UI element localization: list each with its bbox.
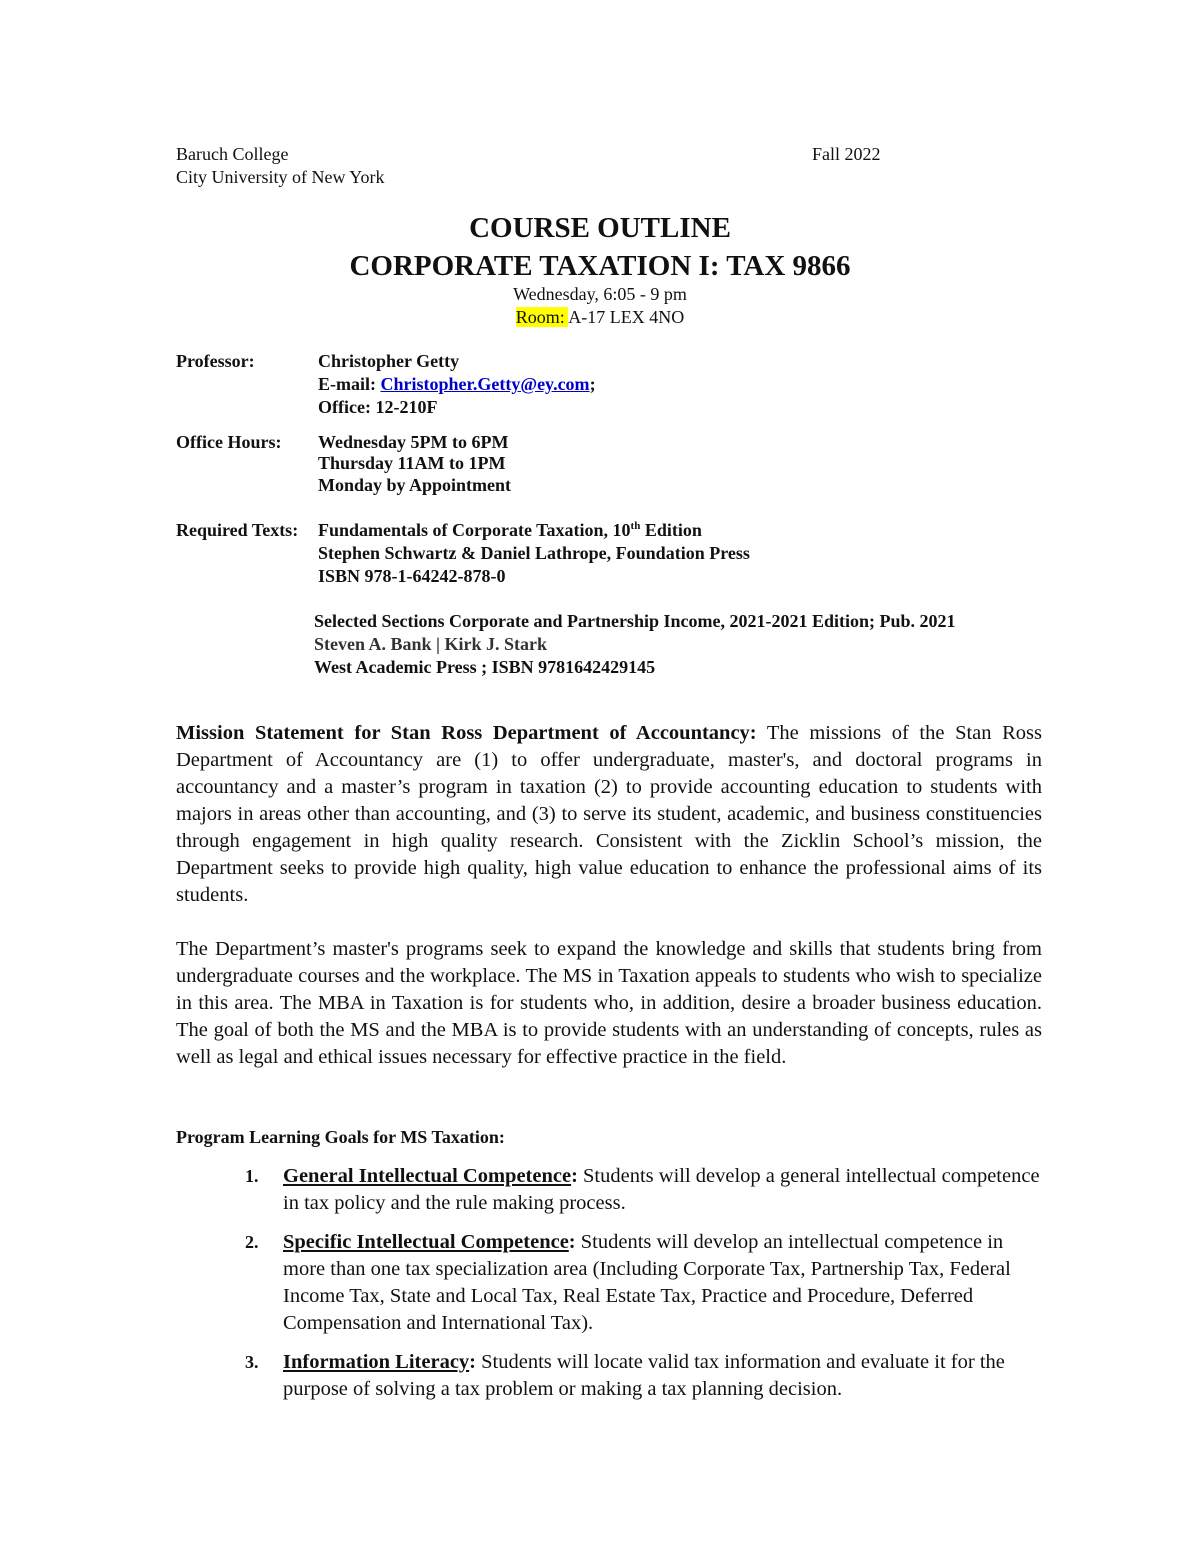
book1-title-sup: th xyxy=(630,520,641,532)
office-hours-line: Wednesday 5PM to 6PM xyxy=(318,432,509,452)
office-hours-line: Thursday 11AM to 1PM xyxy=(318,453,506,473)
goal-sep: : xyxy=(568,1231,576,1253)
goal-label: Information Literacy xyxy=(283,1351,470,1373)
professor-email-line xyxy=(318,373,596,396)
email-suffix: ; xyxy=(589,374,596,394)
goal-label: Specific Intellectual Competence xyxy=(283,1231,569,1253)
book2-title: Selected Sections Corporate and Partnership Income, 2021-2021 Edition; Pub. 2021 xyxy=(314,611,956,631)
professor-office-line xyxy=(318,396,437,419)
book1-authors: Stephen Schwartz & Daniel Lathrope, Foundation Press xyxy=(318,543,750,563)
room-value: A-17 LEX 4NO xyxy=(568,307,685,327)
goal-sep: : xyxy=(469,1351,476,1373)
goal-description: Students will develop an intellectual competence in more than one tax specialization area (Including Corporate Tax, Partnership Tax, Federal Income Tax, State and Local Tax, Real Estate Tax, Practice and Procedure, Deferred Compensation and International Tax). xyxy=(283,1231,1011,1334)
room-label: Room: xyxy=(515,307,569,327)
office-hours-label: Office Hours: xyxy=(176,432,282,452)
email-link[interactable]: Christopher.Getty@ey.com xyxy=(380,374,590,394)
goal-number: 3. xyxy=(245,1352,259,1372)
institution-name: Baruch College xyxy=(176,144,289,164)
book2-publisher: West Academic Press ; ISBN 9781642429145 xyxy=(314,657,656,677)
professor-label: Professor: xyxy=(176,351,255,371)
goal-sep: : xyxy=(571,1165,578,1187)
course-room xyxy=(0,306,1200,329)
outline-title: COURSE OUTLINE xyxy=(469,212,731,244)
course-schedule: Wednesday, 6:05 - 9 pm xyxy=(513,284,687,304)
book1-title xyxy=(318,519,702,542)
book1-title-edition: Edition xyxy=(640,520,702,540)
mission-heading: Mission Statement for Stan Ross Department of Accountancy: xyxy=(176,722,757,744)
goal-text xyxy=(283,1349,1043,1403)
goal-label: General Intellectual Competence xyxy=(283,1165,572,1187)
programs-paragraph: The Department’s master's programs seek to expand the knowledge and skills that students bring from undergraduate courses and the workplace. The MS in Taxation appeals to students who wish to specialize in this area. The MBA in Taxation is for students who, in addition, desire a broader business education. The goal of both the MS and the MBA is to provide students with an understanding of concepts, rules as well as legal and ethical issues necessary for effective practice in the field. xyxy=(176,938,1042,1068)
mission-statement xyxy=(176,720,1042,909)
office-label: Office: xyxy=(318,397,376,417)
professor-name: Christopher Getty xyxy=(318,351,460,371)
book2-authors: Steven A. Bank | Kirk J. Stark xyxy=(314,634,547,654)
term: Fall 2022 xyxy=(812,144,881,164)
required-texts-label: Required Texts: xyxy=(176,520,299,540)
goal-text xyxy=(283,1163,1043,1217)
book1-title-main: Fundamentals of Corporate Taxation, 10 xyxy=(318,520,631,540)
goal-number: 1. xyxy=(245,1166,259,1186)
book1-isbn: ISBN 978-1-64242-878-0 xyxy=(318,566,506,586)
mission-body: The missions of the Stan Ross Department of Accountancy are (1) to offer undergraduate, master's, and doctoral programs in accountancy and a master’s program in taxation (2) to provide accounting education to students with majors in areas other than accounting, and (3) to serve its student, academic, and business constituencies through engagement in high quality research. Consistent with the Zicklin School’s mission, the Department seeks to provide high quality, high value education to enhance the professional aims of its students. xyxy=(176,722,1042,906)
email-label: E-mail: xyxy=(318,374,381,394)
goal-description: Students will locate valid tax information and evaluate it for the purpose of solving a tax problem or making a tax planning decision. xyxy=(283,1351,1005,1400)
office-hours-line: Monday by Appointment xyxy=(318,475,512,495)
goal-description: Students will develop a general intellectual competence in tax policy and the rule making process. xyxy=(283,1165,1040,1214)
university-name: City University of New York xyxy=(176,167,385,187)
goal-number: 2. xyxy=(245,1232,259,1252)
learning-goals-heading: Program Learning Goals for MS Taxation: xyxy=(176,1127,505,1147)
office-value: 12-210F xyxy=(375,397,438,417)
course-title: CORPORATE TAXATION I: TAX 9866 xyxy=(349,250,851,282)
goal-text xyxy=(283,1229,1043,1337)
